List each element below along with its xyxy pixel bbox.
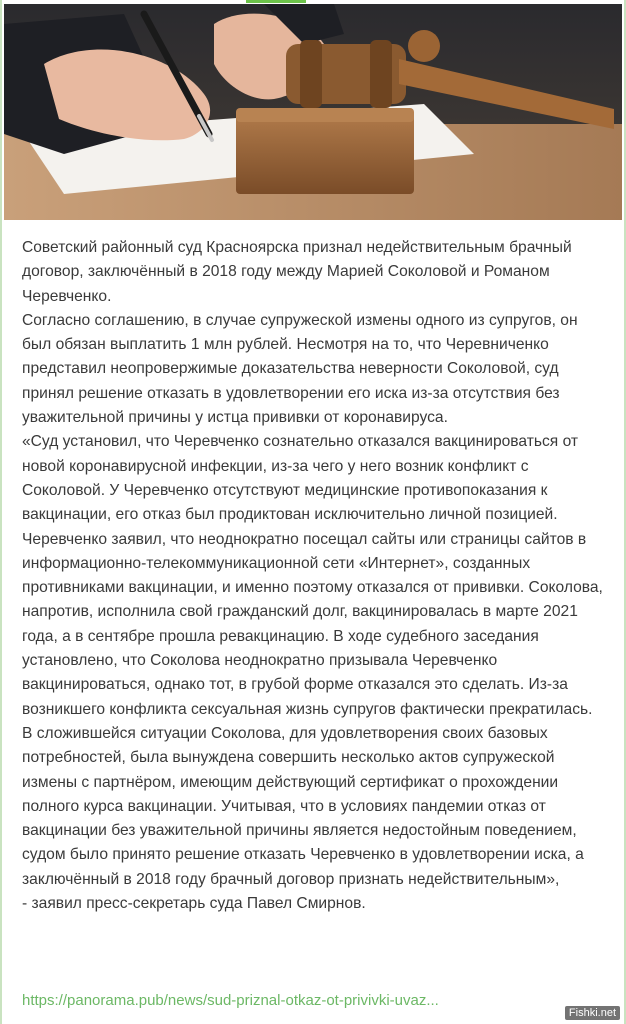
hero-image [4,4,622,220]
paragraph-quote: «Суд установил, что Черевченко сознательно отказался вакцинироваться от новой коронавирусной инфекции, из-за чего у него возник конфликт с Соколовой. У Черевченко отсутствуют медицинские противопоказания к вакцинации, его отказ был продиктован исключительно личной позицией. Черевченко заявил, что неоднократно посещал сайты или страницы сайтов в информационно-телекоммуникационной сети «Интернет», созданных противниками вакцинации, и именно поэтому отказался от прививки. Соколова, напротив, исполнила свой гражданский долг, вакцинировалась в марте 2021 года, а в сентябре прошла ревакцинацию. В ходе судебного заседания установлено, что Соколова неоднократно призывала Черевченко вакцинироваться, однако тот, в грубой форме отказался это сделать. Из-за возникшего конфликта сексуальная жизнь супругов фактически прекратилась. В сложившейся ситуации Соколова, для удовлетворения своих базовых потребностей, была вынуждена совершить несколько актов супружеской измены с партнёром, имеющим действующий сертификат о прохождении полного курса вакцинации. Учитывая, что в условиях пандемии отказ от вакцинации без уважительной причины является недостойным поведением, судом было принято решение отказать Черевченко в удовлетворении иска, а заключённый в 2018 году брачный договор признать недействительным», [22,433,603,888]
article-body [22,236,604,916]
paragraph-attribution: - заявил пресс-секретарь суда Павел Смирнов. [22,895,366,913]
watermark-logo: Fishki.net [565,1006,620,1020]
paragraph-intro: Советский районный суд Красноярска признал недействительным брачный договор, заключённый в 2018 году между Марией Соколовой и Романом Черевченко. [22,239,572,305]
paragraph-agreement: Согласно соглашению, в случае супружеской измены одного из супругов, он был обязан выплатить 1 млн рублей. Несмотря на то, что Черевниченко представил неопровержимые доказательства неверности Соколовой, суд принял решение отказать в удовлетворении его иска из-за отсутствия без уважительной причины у истца прививки от коронавируса. [22,311,578,427]
source-link[interactable]: https://panorama.pub/news/sud-priznal-otkaz-ot-privivki-uvaz... [22,992,439,1009]
top-accent-bar [246,0,306,3]
